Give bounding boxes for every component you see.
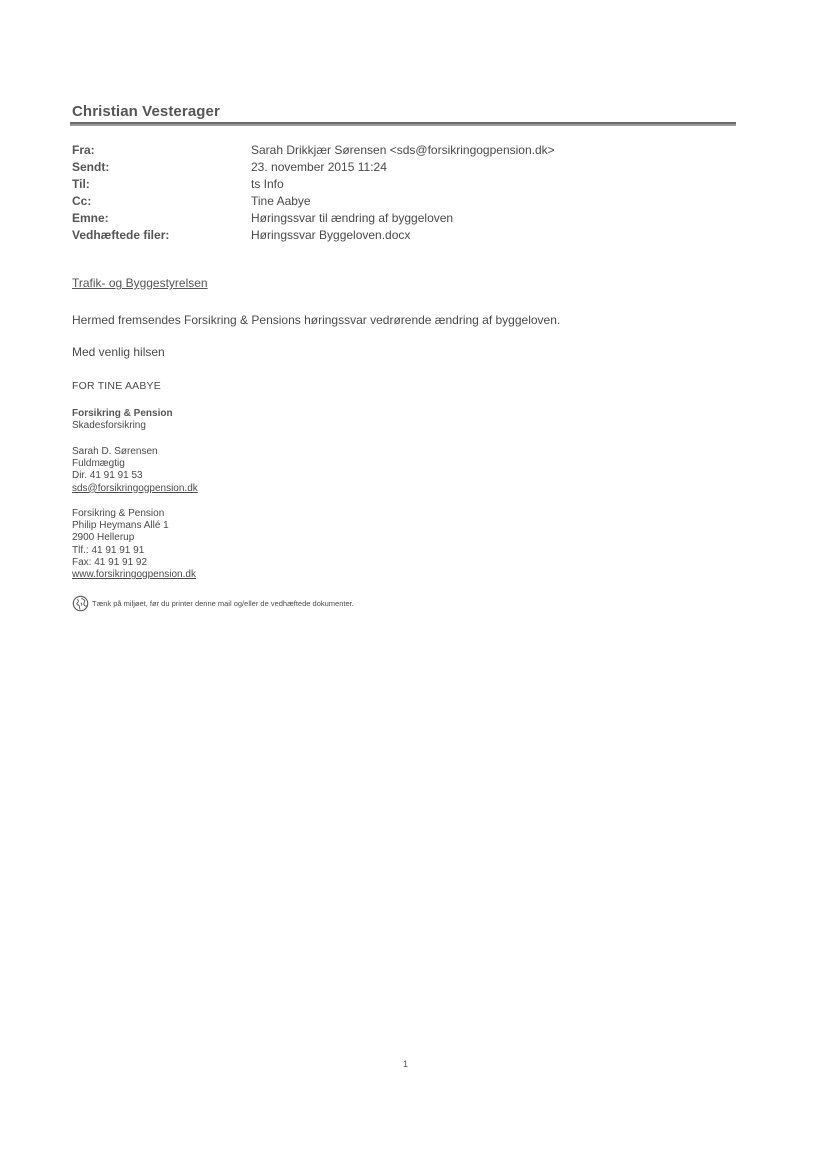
environment-note-text: Tænk på miljøet, før du printer denne mail og/eller de vedhæftede dokumenter. — [92, 599, 354, 608]
header-label-to: Til: — [72, 177, 90, 191]
on-behalf-of-line: FOR TINE AABYE — [72, 380, 161, 392]
header-label-attachments: Vedhæftede filer: — [72, 228, 170, 242]
page-number: 1 — [403, 1059, 409, 1069]
address-phone: Tlf.: 41 91 91 91 — [72, 544, 145, 556]
address-city: 2900 Hellerup — [72, 532, 135, 544]
address-street: Philip Heymans Allé 1 — [72, 520, 169, 532]
environment-note — [72, 595, 354, 612]
address-fax: Fax: 41 91 91 92 — [72, 556, 148, 568]
signature-person-name: Sarah D. Sørensen — [72, 446, 158, 457]
signature-person-block — [72, 446, 198, 495]
addressee-organization: Trafik- og Byggestyrelsen — [72, 276, 208, 290]
signature-company-block — [72, 408, 173, 432]
header-value-to: ts Info — [251, 177, 284, 191]
header-label-cc: Cc: — [72, 194, 92, 208]
header-value-attachments: Høringssvar Byggeloven.docx — [251, 228, 411, 242]
address-company-name: Forsikring & Pension — [72, 508, 165, 519]
header-label-from: Fra: — [72, 143, 95, 157]
website-link[interactable]: www.forsikringogpension.dk — [72, 569, 196, 581]
signature-company-name: Forsikring & Pension — [72, 408, 173, 419]
body-paragraph: Hermed fremsendes Forsikring & Pensions høringssvar vedrørende ændring af byggeloven. — [72, 313, 561, 327]
header-label-subject: Emne: — [72, 211, 109, 225]
signature-address-block — [72, 508, 196, 581]
closing-greeting: Med venlig hilsen — [72, 345, 165, 359]
mailbox-owner-name: Christian Vesterager — [72, 103, 220, 120]
signature-person-title: Fuldmægtig — [72, 458, 125, 470]
signature-department: Skadesforsikring — [72, 420, 146, 432]
globe-icon — [72, 595, 89, 612]
header-value-cc: Tine Aabye — [251, 194, 311, 208]
header-divider — [70, 122, 736, 126]
header-value-subject: Høringssvar til ændring af byggeloven — [251, 211, 454, 225]
header-label-sent: Sendt: — [72, 160, 110, 174]
header-value-from: Sarah Drikkjær Sørensen <sds@forsikringogpension.dk> — [251, 143, 555, 157]
signature-email-link[interactable]: sds@forsikringogpension.dk — [72, 482, 198, 494]
signature-direct-phone: Dir. 41 91 91 53 — [72, 470, 143, 482]
header-value-sent: 23. november 2015 11:24 — [251, 160, 387, 174]
